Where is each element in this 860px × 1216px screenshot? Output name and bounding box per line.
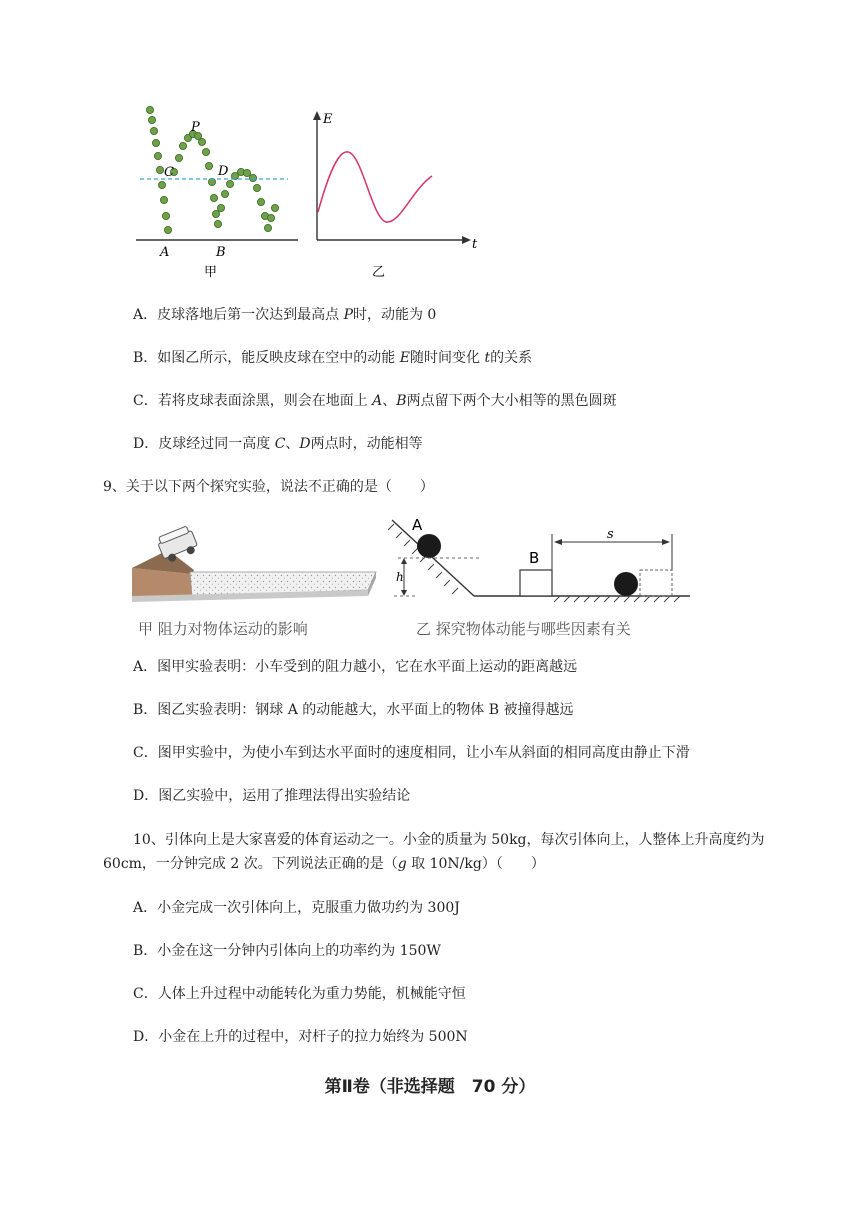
- q8-option-b-var-e: E: [399, 350, 410, 366]
- q8-option-d[interactable]: [133, 434, 423, 454]
- q8-option-c-tail: 两点留下两个大小相等的黑色圆斑: [406, 393, 617, 409]
- ball-position-29: [243, 169, 250, 176]
- q8-option-b[interactable]: [133, 348, 532, 368]
- q8-option-b-mid: 随时间变化: [409, 350, 485, 366]
- q8-option-b-var-t: t: [484, 350, 491, 366]
- ball-position-5: [154, 152, 161, 159]
- caption-q9-jia: 甲 阻力对物体运动的影响: [138, 620, 308, 638]
- q8-option-a-text: A．皮球落地后第一次达到最高点: [133, 307, 344, 323]
- ball-position-8: [160, 196, 167, 203]
- q8-option-c[interactable]: [133, 391, 617, 411]
- q9-option-b[interactable]: B．图乙实验表明：钢球 A 的动能越大，水平面上的物体 B 被撞得越远: [133, 702, 574, 718]
- ball-position-35: [267, 214, 274, 221]
- axis-label-t: t: [472, 237, 478, 252]
- q9-option-d[interactable]: D．图乙实验中，运用了推理法得出实验结论: [133, 788, 411, 804]
- q10-stem: [103, 828, 803, 876]
- ball-position-21: [210, 194, 217, 201]
- q8-option-d-var-d: D: [299, 436, 311, 452]
- section-title: 第Ⅱ卷（非选择题 70 分）: [324, 1077, 536, 1097]
- q10-stem-tail: 取 10N/kg）（ ）: [406, 856, 545, 872]
- caption-q9-yi: 乙 探究物体动能与哪些因素有关: [416, 620, 631, 638]
- label-D: D: [218, 164, 229, 179]
- caption-jia: 甲: [204, 265, 218, 280]
- ball-at-rest: [614, 572, 638, 596]
- height-arrow-down: [401, 590, 407, 596]
- label-ball-a: A: [412, 516, 423, 534]
- label-block-b: B: [529, 549, 540, 567]
- q10-stem-text: 10、引体向上是大家喜爱的体育运动之一。小金的质量为 50kg，每次引体向上，人整体上升高度约为 60cm，一分钟完成 2 次。下列说法正确的是（: [103, 832, 765, 872]
- figure-jia-bouncing-ball: [130, 98, 300, 284]
- ball-position-31: [253, 184, 260, 191]
- ball-position-30: [249, 174, 256, 181]
- energy-curve: [318, 152, 432, 222]
- ball-position-25: [221, 190, 228, 197]
- q8-option-c-sep: 、: [382, 393, 397, 409]
- distance-arrow-right: [662, 539, 670, 545]
- block-b: [520, 570, 552, 596]
- ball-position-22: [212, 210, 219, 217]
- ground-hatch: [554, 596, 680, 602]
- x-axis-arrow: [462, 236, 471, 244]
- q8-option-d-sep: 、: [285, 436, 300, 452]
- figure-yi-energy-time-graph: [306, 106, 481, 282]
- ball-position-12: [175, 154, 182, 161]
- label-h: h: [396, 570, 404, 584]
- q8-option-c-var-b: B: [396, 393, 407, 409]
- ball-position-19: [205, 162, 212, 169]
- ball-position-23: [214, 220, 221, 227]
- label-C: C: [164, 165, 174, 180]
- label-s: s: [607, 527, 614, 542]
- ball-position-17: [198, 138, 205, 145]
- height-arrow-up: [401, 558, 407, 564]
- ball-position-34: [264, 224, 271, 231]
- ball-position-2: [148, 116, 155, 123]
- block-b-moved: [640, 570, 672, 596]
- distance-arrow-left: [554, 539, 562, 545]
- ball-position-1: [146, 106, 153, 113]
- ball-position-7: [158, 181, 165, 188]
- figure-q9-jia-cart-slope: [130, 514, 380, 642]
- q8-option-a[interactable]: [133, 305, 436, 325]
- q8-option-d-var-c: C: [274, 436, 286, 452]
- q10-option-c[interactable]: C．人体上升过程中动能转化为重力势能，机械能守恒: [133, 986, 466, 1002]
- ball-position-9: [162, 212, 169, 219]
- q8-option-a-var: P: [343, 307, 353, 323]
- q10-option-a[interactable]: A．小金完成一次引体向上，克服重力做功约为 300J: [133, 900, 460, 916]
- q8-option-b-tail: 的关系: [490, 350, 533, 366]
- ball-position-4: [152, 139, 159, 146]
- label-B: B: [216, 245, 226, 260]
- y-axis-arrow: [313, 111, 321, 120]
- ball-position-36: [271, 204, 278, 211]
- ball-a: [417, 534, 441, 558]
- label-P: P: [191, 120, 200, 135]
- q8-option-c-text: C．若将皮球表面涂黑，则会在地面上: [133, 393, 373, 409]
- q9-option-c[interactable]: C．图甲实验中，为使小车到达水平面时的速度相同，让小车从斜面的相同高度由静止下滑: [133, 745, 690, 761]
- label-A: A: [160, 245, 170, 260]
- q9-stem: 9、关于以下两个探究实验，说法不正确的是（ ）: [103, 479, 434, 495]
- q9-option-a[interactable]: A．图甲实验表明：小车受到的阻力越小，它在水平面上运动的距离越远: [133, 659, 578, 675]
- axis-label-E: E: [323, 112, 333, 127]
- ball-position-18: [202, 148, 209, 155]
- q10-option-d[interactable]: D．小金在上升的过程中，对杆子的拉力始终为 500N: [133, 1029, 468, 1045]
- figure-q9-yi-kinetic-energy: [388, 514, 698, 642]
- caption-yi: 乙: [372, 265, 386, 280]
- ball-position-10: [164, 226, 171, 233]
- ball-position-6: [156, 166, 163, 173]
- q10-stem-var-g: g: [397, 856, 407, 872]
- q8-option-c-var-a: A: [372, 393, 383, 409]
- ball-position-26: [226, 180, 233, 187]
- q8-option-d-tail: 两点时，动能相等: [310, 436, 423, 452]
- q8-option-b-text: B．如图乙所示，能反映皮球在空中的动能: [133, 350, 400, 366]
- ball-position-32: [257, 198, 264, 205]
- ball-position-3: [150, 127, 157, 134]
- q8-option-a-tail: 时，动能为 0: [352, 307, 437, 323]
- q10-option-b[interactable]: B．小金在这一分钟内引体向上的功率约为 150W: [133, 943, 441, 959]
- ball-position-24: [217, 204, 224, 211]
- q8-option-d-text: D．皮球经过同一高度: [133, 436, 275, 452]
- ball-position-13: [179, 142, 186, 149]
